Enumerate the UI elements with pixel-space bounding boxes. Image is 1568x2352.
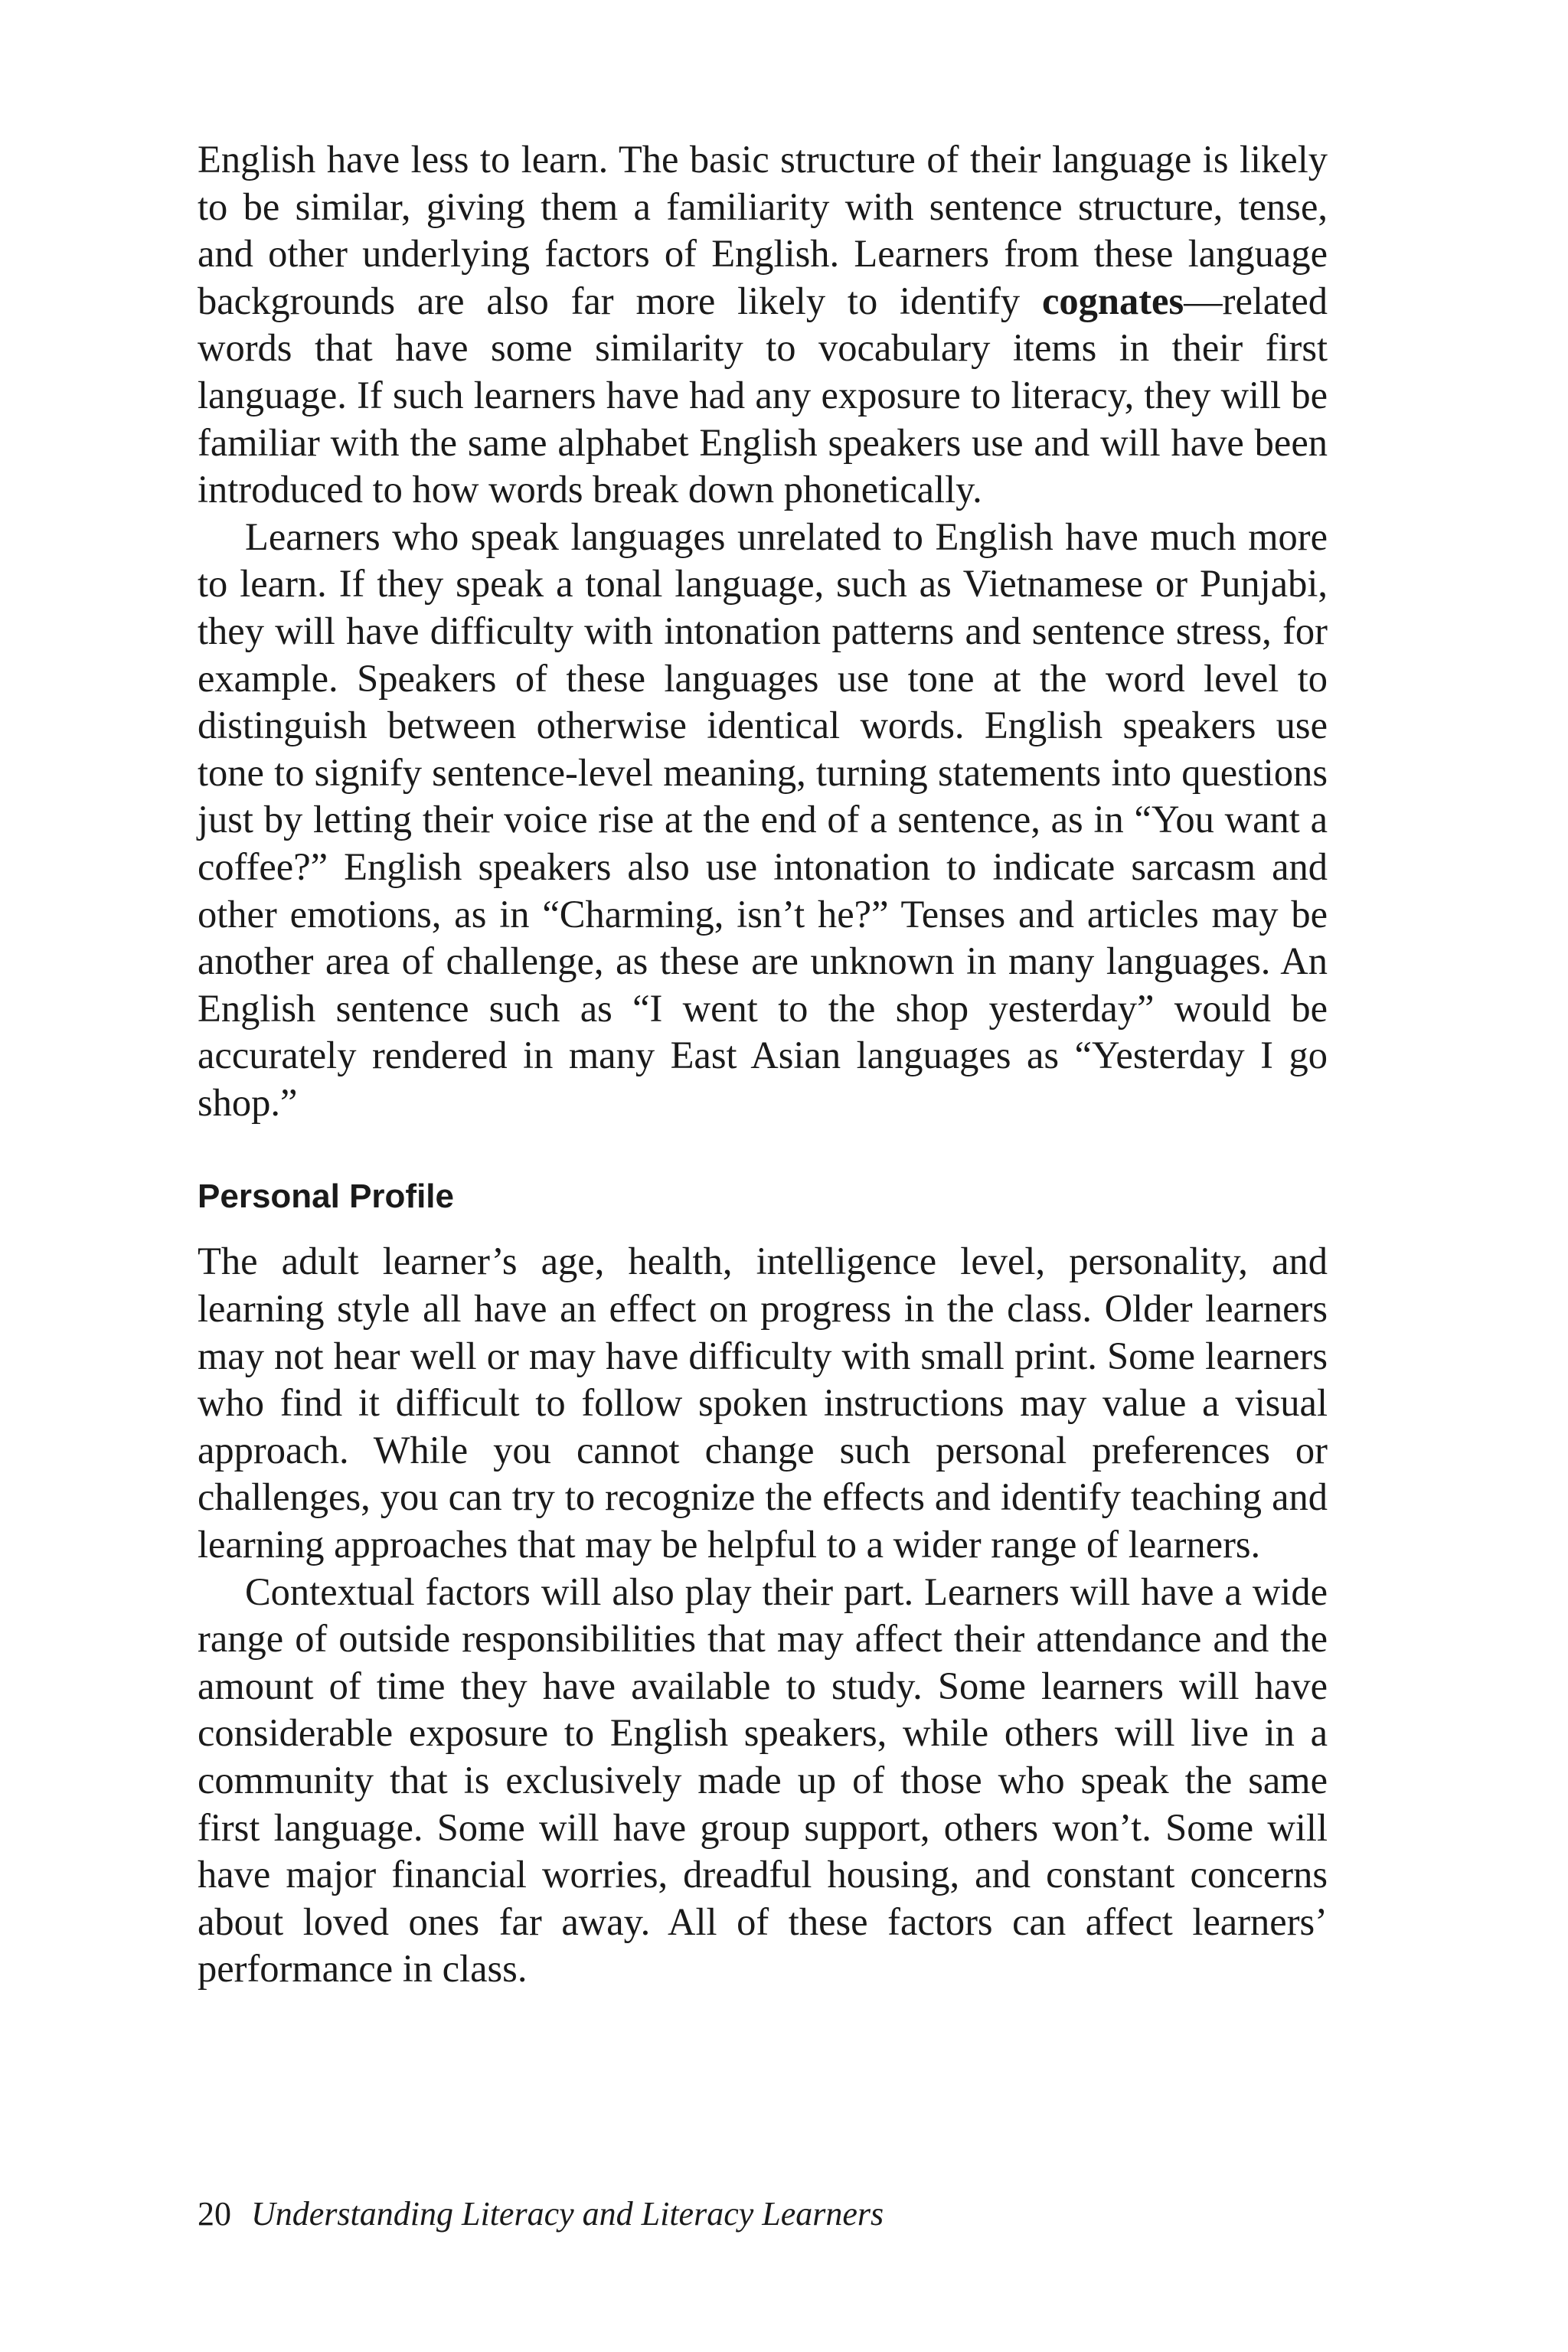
- paragraph-contextual-factors: Contextual factors will also play their part. Learners will have a wide range of outside responsibilities that may affect their attendance and the amount of time they have available to study. Some learners will have considerable exposure to English speakers, while others will live in a community that is exclusively made up of those who speak the same first language. Some will have group support, others won’t. Some will have major financial worries, dreadful housing, and constant concerns about loved ones far away. All of these factors can affect learners’ performance in class.: [198, 1570, 1328, 1991]
- paragraph-text: —related words that have some similarity to vocabulary items in their first language. If such learners have had any exposure to literacy, they will be familiar with the same alphabet English speakers use and will have been introduced to how words break down phonetically.: [198, 279, 1328, 511]
- paragraph-unrelated-languages: Learners who speak languages unrelated to English have much more to learn. If they speak a tonal language, such as Vietnamese or Punjabi, they will have difficulty with intonation patterns and sentence stress, for example. Speakers of these languages use tone at the word level to distinguish between otherwise identical words. English speakers use tone to signify sentence-level meaning, turning statements into questions just by letting their voice rise at the end of a sentence, as in “You want a coffee?” English speakers also use intonation to indicate sarcasm and other emotions, as in “Charming, isn’t he?” Tenses and articles may be another area of challenge, as these are unknown in many languages. An English sentence such as “I went to the shop yesterday” would be accurately rendered in many East Asian languages as “Yesterday I go shop.”: [198, 514, 1328, 1124]
- page-body: [198, 136, 1328, 1993]
- running-title: Understanding Literacy and Literacy Learners: [251, 2195, 884, 2233]
- page-footer: [198, 2191, 884, 2237]
- paragraph-text: English have less to learn. The basic structure of their language is likely to be similar, giving them a familiarity with sentence structure, tense, and other underlying factors of English. Learners from these language backgrounds are also far more likely to identify: [198, 138, 1328, 322]
- term-cognates: cognates: [1041, 279, 1184, 322]
- section-heading-personal-profile: Personal Profile: [198, 1178, 455, 1216]
- paragraph-personal-profile: The adult learner’s age, health, intelligence level, personality, and learning style all have an effect on progress in the class. Older learners may not hear well or may have difficulty with small print. Some learners who find it difficult to follow spoken instructions may value a visual approach. While you cannot change such personal preferences or challenges, you can try to recognize the effects and identify teaching and learning approaches that may be helpful to a wider range of learners.: [198, 1240, 1328, 1566]
- paragraph-cognates: [198, 136, 1328, 514]
- page-number: 20: [198, 2195, 231, 2233]
